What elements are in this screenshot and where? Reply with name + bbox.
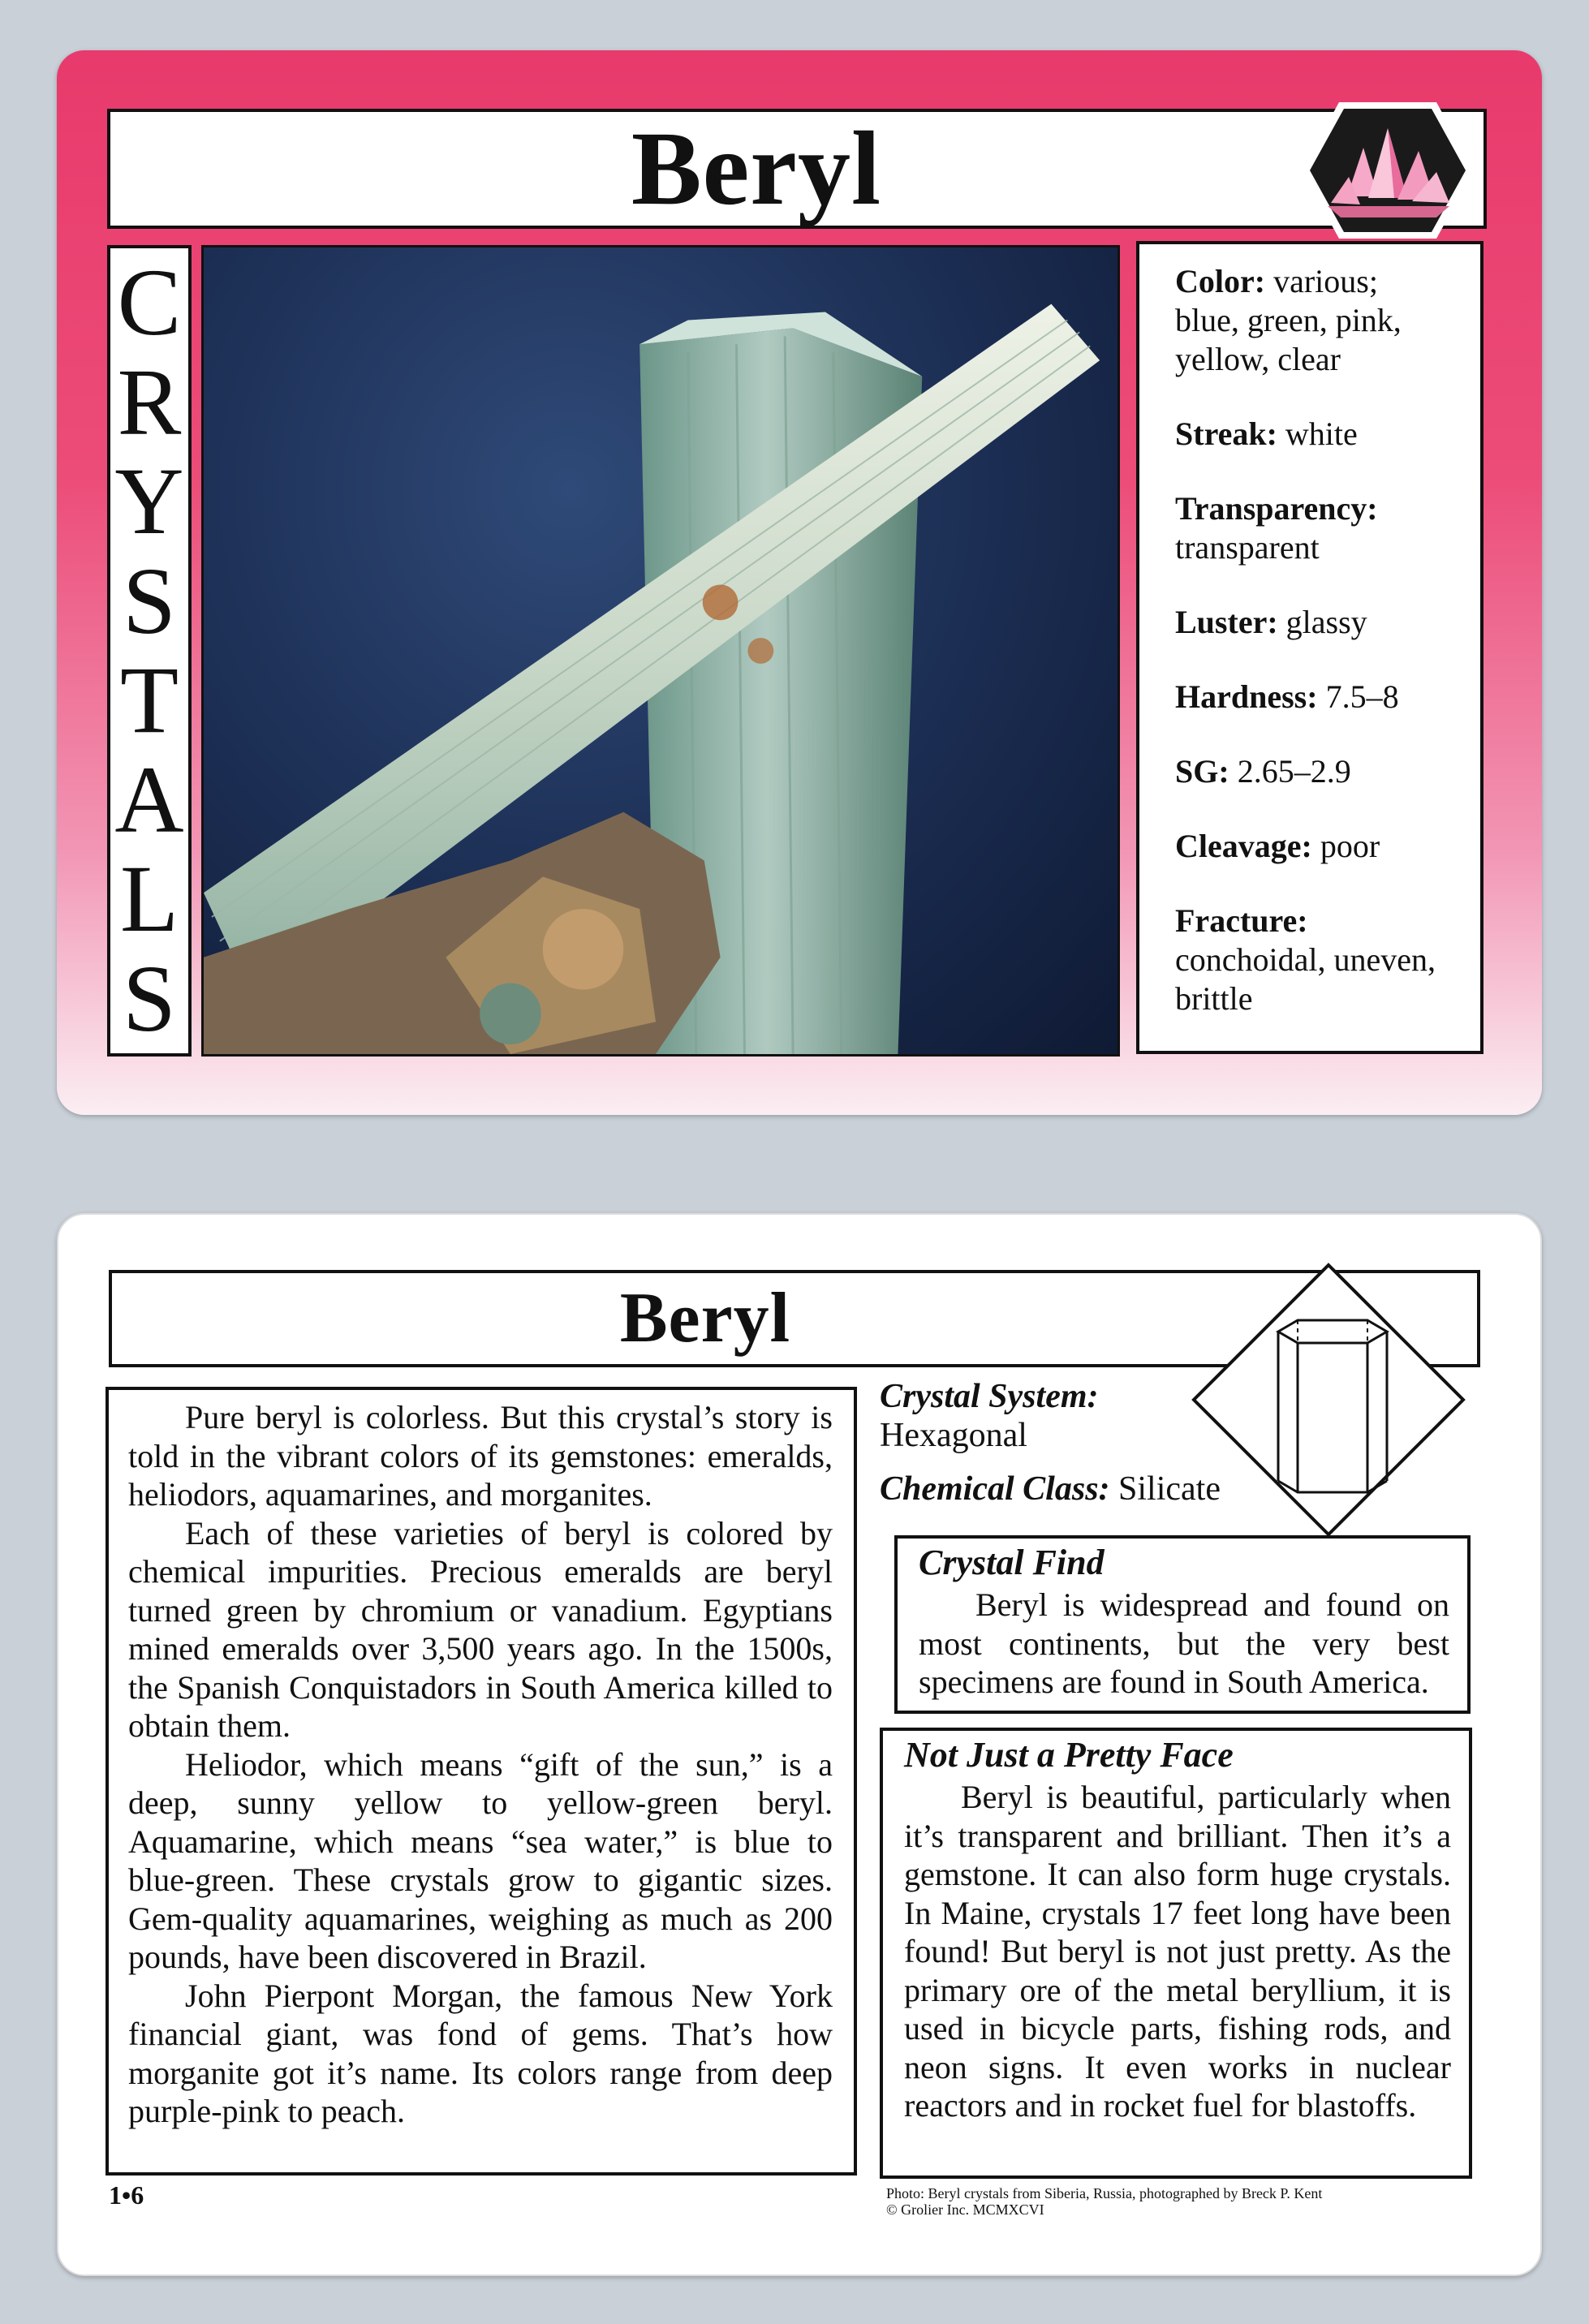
back-card [57, 1213, 1542, 2276]
property-transparency: Transparency: transparent [1175, 490, 1378, 566]
crystal-find-box [894, 1535, 1471, 1714]
category-vertical-label [107, 245, 192, 1057]
property-luster: Luster: glassy [1175, 604, 1367, 640]
property-sg: SG: 2.65–2.9 [1175, 753, 1351, 790]
chemical-class-value: Silicate [1118, 1470, 1221, 1508]
property-fracture: Fracture: conchoidal, uneven, brittle [1175, 902, 1436, 1017]
story-paragraph: John Pierpont Morgan, the famous New York financial giant, was fond of gems. That’s how morganite got it’s name. Its colors range from deep purple-pink to peach. [128, 1977, 833, 2129]
property-color: Color: various; blue, green, pink, yellow, clear [1175, 263, 1402, 377]
back-title: Beryl [619, 1279, 791, 1358]
category-letter: S [123, 547, 176, 654]
card-number: 1•6 [109, 2180, 144, 2210]
pretty-face-title: Not Just a Pretty Face [904, 1735, 1234, 1775]
pink-crystal-cluster-icon [1298, 99, 1477, 242]
property-hardness: Hardness: 7.5–8 [1175, 678, 1399, 715]
pretty-face-box [880, 1728, 1472, 2179]
category-letter: R [117, 348, 182, 455]
property-streak: Streak: white [1175, 415, 1358, 452]
story-paragraph: Pure beryl is colorless. But this crystal’s story is told in the vibrant colors of its gemstones: emeralds, heliodors, aquamarines, and morganites. [128, 1399, 833, 1513]
hexagonal-prism-icon [1191, 1262, 1466, 1538]
category-letter: A [114, 746, 184, 853]
pretty-face-text: Beryl is beautiful, particularly when it’s transparent and brilliant. Then it’s a gemstone. It can also form huge crystals. In Maine, crystals 17 feet long have been found! But beryl is not just pretty. As the primary ore of the metal beryllium, it is used in bicycle parts, fishing rods, and neon signs. It even works in nuclear reactors and in rocket fuel for blastoffs. [904, 1779, 1451, 2124]
story-text-box [106, 1387, 857, 2176]
front-title: Beryl [631, 110, 882, 227]
beryl-crystal-photo [201, 245, 1120, 1057]
crystal-system-label: Crystal System: [880, 1378, 1099, 1415]
crystal-system-info [880, 1377, 1221, 1508]
front-title-box [107, 109, 1487, 229]
story-paragraph: Heliodor, which means “gift of the sun,” is a deep, sunny yellow to yellow-green beryl. Aquamarine, which means “sea water,” is blue to blue-green. These crystals grow to gigantic sizes. Gem-quality aquamarines, weighing as much as 200 pounds, have been discovered in Brazil. [128, 1745, 833, 1975]
photo-credit: Photo: Beryl crystals from Siberia, Russia, photographed by Breck P. Kent © Grolier Inc. MCMXCVI [886, 2185, 1323, 2218]
category-letter: T [119, 647, 179, 754]
properties-panel [1136, 241, 1483, 1054]
chemical-class-label: Chemical Class: [880, 1470, 1110, 1508]
story-paragraph: Each of these varieties of beryl is colored by chemical impurities. Precious emeralds are beryl turned green by chromium or vanadium. Egyptians mined emeralds over 3,500 years ago. In the 1500s, the Spanish Conquistadors in South America killed to obtain them. [128, 1514, 833, 1744]
property-cleavage: Cleavage: poor [1175, 828, 1380, 864]
category-letter: C [117, 249, 182, 355]
front-card [57, 50, 1542, 1115]
crystal-system-value: Hexagonal [880, 1417, 1027, 1454]
category-letter: Y [114, 448, 184, 555]
crystal-find-title: Crystal Find [919, 1543, 1105, 1582]
category-letter: S [123, 945, 176, 1052]
crystal-find-text: Beryl is widespread and found on most continents, but the very best specimens are found in South America. [919, 1586, 1449, 1700]
category-letter: L [119, 846, 179, 953]
